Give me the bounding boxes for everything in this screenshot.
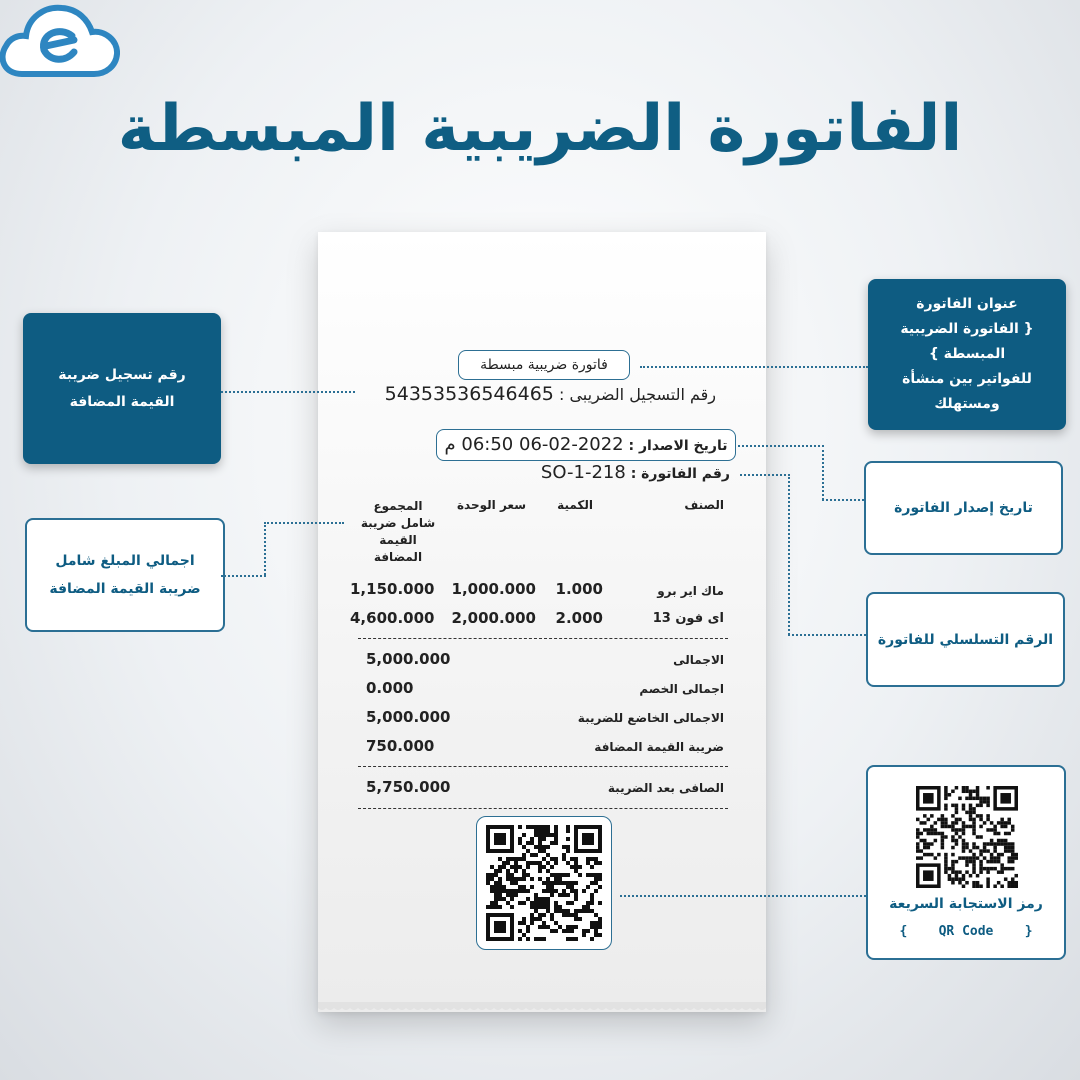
callout-qr-line1: رمز الاستجابة السريعة	[889, 896, 1043, 912]
summary-value: 750.000	[366, 737, 435, 755]
summary-row	[318, 650, 766, 672]
callout-issue-date-text: تاريخ إصدار الفاتورة	[894, 500, 1033, 516]
connector-line	[822, 445, 824, 500]
col-total-l3: القيمة	[379, 533, 417, 547]
tax-reg-line	[385, 382, 716, 407]
issue-date-label: تاريخ الاصدار :	[628, 438, 728, 454]
divider	[358, 766, 728, 767]
col-item: الصنف	[684, 498, 724, 512]
callout-issue-date	[864, 461, 1063, 555]
invoice-no-value: SO-1-218	[540, 462, 626, 483]
receipt-title-pill: فاتورة ضريبية مبسطة	[458, 350, 630, 380]
row-item: اى فون 13	[652, 611, 724, 626]
net-value: 5,750.000	[366, 778, 451, 796]
divider	[358, 808, 728, 809]
invoice-no-label: رقم الفاتورة :	[630, 466, 730, 482]
col-total-l2: شامل ضريبة	[360, 516, 436, 530]
connector-line	[788, 634, 866, 636]
qr-code-icon	[916, 786, 1018, 888]
row-unit-price: 1,000.000	[451, 580, 536, 598]
connector-line	[264, 522, 266, 575]
net-label: الصافى بعد الضريبة	[607, 781, 724, 795]
row-unit-price: 2,000.000	[451, 609, 536, 627]
callout-total-vat-line1: اجمالي المبلغ شامل	[55, 553, 195, 569]
tax-reg-number: 54353536546465	[384, 383, 554, 405]
receipt-qr-frame	[476, 816, 612, 950]
summary-label: الاجمالى الخاضع للضريبة	[577, 711, 724, 725]
page-title: الفاتورة الضريبية المبسطة	[117, 92, 963, 166]
summary-label: اجمالى الخصم	[639, 682, 724, 696]
callout-tax-reg-line2: القيمة المضافة	[69, 393, 175, 410]
connector-line	[640, 366, 868, 368]
callout-invoice-title	[868, 279, 1066, 430]
summary-row	[318, 737, 766, 759]
tax-reg-label: رقم التسجيل الضريبى :	[558, 385, 716, 404]
connector-line	[221, 575, 266, 577]
summary-label: الاجمالى	[673, 653, 724, 667]
table-row	[318, 580, 766, 602]
callout-qr-line2: { QR Code }	[899, 924, 1033, 939]
receipt-bottom-edge	[318, 1002, 766, 1012]
table-row	[318, 609, 766, 631]
connector-line	[738, 445, 824, 447]
connector-line	[221, 391, 355, 393]
row-qty: 2.000	[555, 609, 603, 627]
connector-line	[740, 474, 790, 476]
callout-serial	[866, 592, 1065, 687]
connector-line	[620, 895, 866, 897]
summary-value: 5,000.000	[366, 708, 451, 726]
row-qty: 1.000	[555, 580, 603, 598]
row-item: ماك اير برو	[657, 584, 724, 598]
connector-line	[788, 474, 790, 635]
cloud-logo-icon	[0, 0, 120, 78]
summary-row	[318, 679, 766, 701]
callout-invoice-title-line1: عنوان الفاتورة	[916, 296, 1018, 312]
summary-value: 0.000	[366, 679, 414, 697]
invoice-no-line	[541, 461, 730, 486]
callout-total-vat-line2: ضريبة القيمة المضافة	[49, 581, 201, 597]
callout-tax-reg	[23, 313, 221, 464]
callout-serial-text: الرقم التسلسلي للفاتورة	[877, 631, 1054, 648]
col-qty: الكمية	[557, 498, 593, 512]
connector-line	[822, 499, 864, 501]
receipt-top-edge	[318, 232, 766, 242]
callout-invoice-title-line3: للفواتير بين منشأة	[902, 371, 1032, 387]
qr-code-icon	[486, 825, 602, 941]
callout-invoice-title-line4: ومستهلك	[934, 396, 1000, 412]
col-total-l1: المجموع	[373, 499, 423, 513]
summary-value: 5,000.000	[366, 650, 451, 668]
callout-tax-reg-line1: رقم تسجيل ضريبة	[58, 366, 186, 383]
summary-label: ضريبة القيمة المضافة	[594, 740, 724, 754]
col-total-l4: المضافة	[373, 550, 423, 564]
issue-date-pill	[436, 429, 736, 461]
connector-line	[264, 522, 344, 524]
col-total	[348, 498, 448, 566]
issue-date-value: 2022-02-06 06:50 م	[444, 434, 624, 455]
callout-invoice-title-line2: { الفاتورة الضريبية المبسطة }	[900, 321, 1034, 362]
row-total: 4,600.000	[350, 609, 435, 627]
divider	[358, 638, 728, 639]
callout-total-vat	[25, 518, 225, 632]
col-unit-price: سعر الوحدة	[456, 498, 526, 512]
net-row	[318, 778, 766, 800]
row-total: 1,150.000	[350, 580, 435, 598]
summary-row	[318, 708, 766, 730]
